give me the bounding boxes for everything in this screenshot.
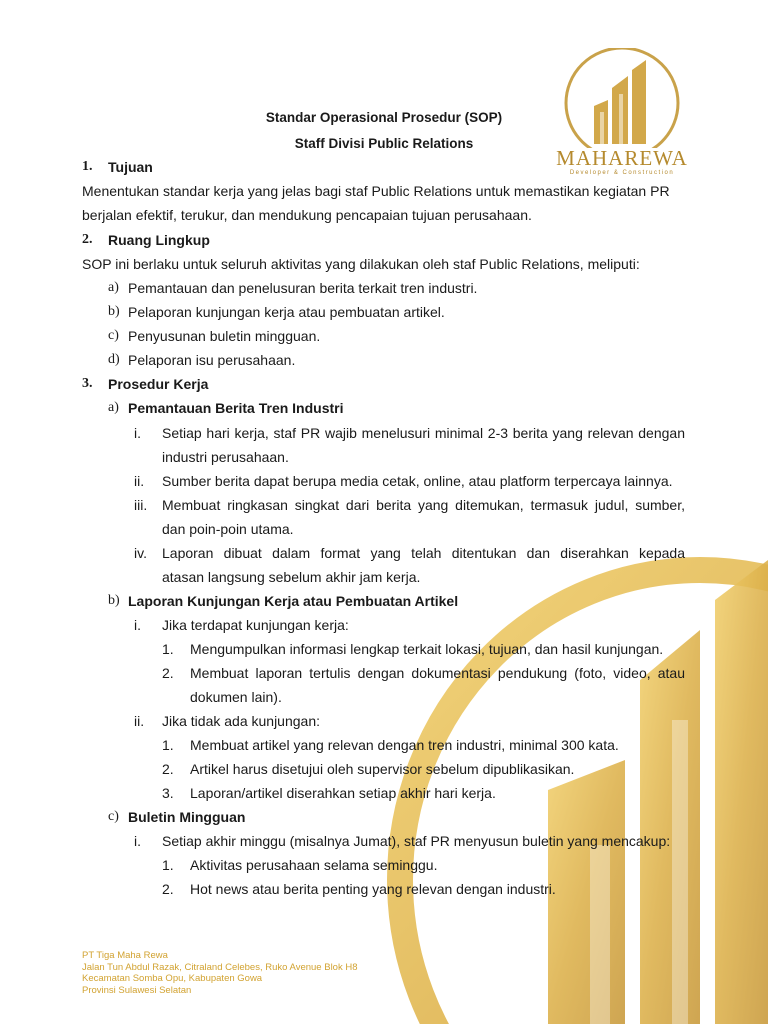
list-item: Pemantauan dan penelusuran berita terkait tren industri.: [128, 280, 478, 296]
numbered-marker: 2.: [162, 665, 174, 681]
list-item-continued: atasan langsung sebelum akhir jam kerja.: [162, 569, 421, 585]
paragraph-line: berjalan efektif, terukur, dan mendukung pencapaian tujuan perusahaan.: [82, 207, 532, 223]
roman-marker: ii.: [134, 713, 145, 729]
list-item: Penyusunan buletin mingguan.: [128, 328, 321, 344]
list-marker: a): [108, 280, 119, 295]
subsection-title: Buletin Mingguan: [128, 809, 246, 825]
paragraph-line: SOP ini berlaku untuk seluruh aktivitas yang dilakukan oleh staf Public Relations, meliputi:: [82, 256, 640, 272]
numbered-marker: 2.: [162, 761, 174, 777]
list-item: Laporan dibuat dalam format yang telah ditentukan dan diserahkan kepada: [162, 545, 685, 561]
numbered-item: Hot news atau berita penting yang relevan dengan industri.: [190, 881, 556, 897]
roman-marker: iv.: [134, 545, 147, 561]
subsection-marker: a): [108, 400, 119, 415]
numbered-item: Aktivitas perusahaan selama seminggu.: [190, 857, 438, 873]
numbered-marker: 1.: [162, 641, 174, 657]
numbered-item: Membuat artikel yang relevan dengan tren industri, minimal 300 kata.: [190, 737, 619, 753]
roman-marker: iii.: [134, 497, 148, 513]
footer-address-line: Provinsi Sulawesi Selatan: [82, 984, 192, 996]
numbered-item: Mengumpulkan informasi lengkap terkait lokasi, tujuan, dan hasil kunjungan.: [190, 641, 664, 657]
roman-marker: i.: [134, 617, 141, 633]
list-item: Membuat ringkasan singkat dari berita yang ditemukan, termasuk judul, sumber,: [162, 497, 685, 513]
list-item: Setiap akhir minggu (misalnya Jumat), staf PR menyusun buletin yang mencakup:: [162, 833, 671, 849]
subsection-title: Pemantauan Berita Tren Industri: [128, 400, 344, 416]
subsection-title: Laporan Kunjungan Kerja atau Pembuatan Artikel: [128, 593, 459, 609]
numbered-item-continued: dokumen lain).: [190, 689, 282, 705]
section-title: Ruang Lingkup: [108, 232, 210, 248]
logo-tagline: Developer & Construction: [569, 170, 675, 176]
list-marker: b): [108, 304, 120, 319]
document-subtitle: Staff Divisi Public Relations: [294, 136, 474, 151]
section-number: 1.: [82, 159, 93, 174]
roman-marker: i.: [134, 833, 141, 849]
roman-marker: i.: [134, 425, 141, 441]
footer-address: [82, 950, 358, 996]
numbered-marker: 1.: [162, 857, 174, 873]
list-item: Pelaporan kunjungan kerja atau pembuatan artikel.: [128, 304, 445, 320]
list-item: Jika tidak ada kunjungan:: [162, 713, 320, 729]
paragraph-line: Menentukan standar kerja yang jelas bagi staf Public Relations untuk memastikan kegiatan PR: [82, 183, 670, 199]
section-title: Prosedur Kerja: [108, 376, 209, 392]
roman-marker: ii.: [134, 473, 145, 489]
document-title: Standar Operasional Prosedur (SOP): [265, 110, 503, 125]
list-item: Jika terdapat kunjungan kerja:: [162, 617, 349, 633]
list-item: Pelaporan isu perusahaan.: [128, 352, 296, 368]
section-title: Tujuan: [108, 159, 153, 175]
logo-brand-name: MAHAREWA: [556, 146, 688, 170]
list-item-continued: dan poin-poin utama.: [162, 521, 294, 537]
numbered-item: Artikel harus disetujui oleh supervisor sebelum dipublikasikan.: [190, 761, 575, 777]
list-item: Sumber berita dapat berupa media cetak, online, atau platform terpercaya lainnya.: [162, 473, 673, 489]
list-marker: d): [108, 352, 120, 367]
list-marker: c): [108, 328, 119, 343]
subsection-marker: c): [108, 809, 119, 824]
section-number: 3.: [82, 376, 93, 391]
numbered-marker: 1.: [162, 737, 174, 753]
subsection-marker: b): [108, 593, 120, 608]
list-item: Setiap hari kerja, staf PR wajib menelusuri minimal 2-3 berita yang relevan dengan: [162, 425, 685, 441]
footer-address-line: Kecamatan Somba Opu, Kabupaten Gowa: [82, 973, 263, 984]
numbered-marker: 2.: [162, 881, 174, 897]
numbered-item: Membuat laporan tertulis dengan dokumentasi pendukung (foto, video, atau: [190, 665, 685, 681]
section-number: 2.: [82, 232, 93, 247]
footer-address-line: Jalan Tun Abdul Razak, Citraland Celebes, Ruko Avenue Blok H8: [82, 961, 358, 973]
building-logo-icon: [548, 48, 696, 148]
footer-company: PT Tiga Maha Rewa: [82, 950, 168, 961]
numbered-item: Laporan/artikel diserahkan setiap akhir hari kerja.: [190, 785, 496, 801]
list-item-continued: industri perusahaan.: [162, 449, 289, 465]
numbered-marker: 3.: [162, 785, 174, 801]
